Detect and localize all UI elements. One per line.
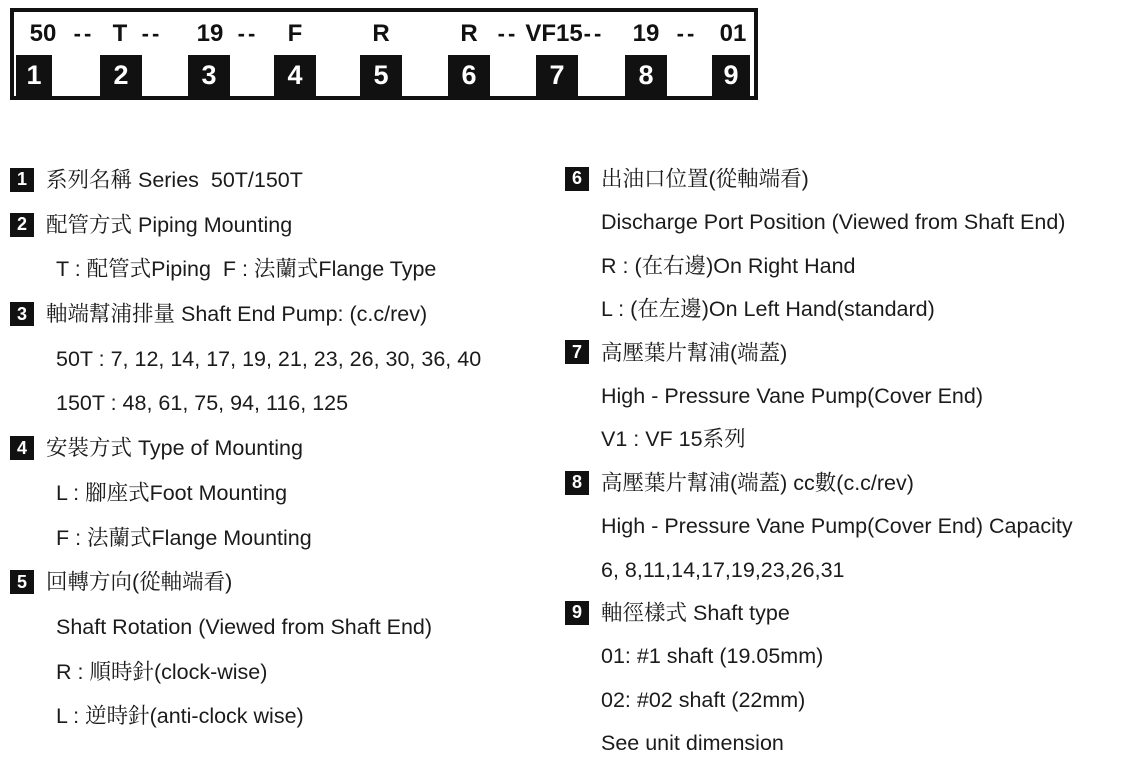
item-option: High - Pressure Vane Pump(Cover End) [601, 383, 983, 408]
code-value-4: F [287, 19, 303, 47]
item-title: 軸端幫浦排量 Shaft End Pump: (c.c/rev) [46, 302, 428, 327]
item-number-badge: 8 [565, 471, 589, 495]
legend-item-3 [10, 292, 558, 426]
item-title: 高壓葉片幫浦(端蓋) [601, 340, 788, 365]
legend-item-7 [565, 332, 1148, 462]
item-title: 配管方式 Piping Mounting [46, 212, 293, 237]
item-number-badge: 2 [10, 213, 34, 237]
code-separator: -- [73, 20, 95, 46]
code-separator: -- [583, 20, 605, 46]
model-code-bar [10, 8, 758, 100]
item-option: 50T : 7, 12, 14, 17, 19, 21, 23, 26, 30, 36, 40 [56, 346, 482, 371]
code-position-4: 4 [274, 55, 316, 96]
item-option: L : 腳座式Foot Mounting [56, 480, 288, 505]
legend-item-2 [10, 203, 558, 292]
code-value-row [14, 12, 754, 55]
item-number-badge: 1 [10, 168, 34, 192]
item-option: 150T : 48, 61, 75, 94, 116, 125 [56, 391, 349, 416]
item-title: 回轉方向(從軸端看) [46, 570, 233, 595]
code-value-2: T [112, 19, 128, 47]
item-title: 出油口位置(從軸端看) [601, 167, 809, 191]
legend-right-column [565, 158, 1148, 765]
code-position-8: 8 [625, 55, 667, 96]
code-position-6: 6 [448, 55, 490, 96]
legend-item-4 [10, 426, 558, 560]
item-title: 系列名稱 Series 50T/150T [46, 168, 303, 192]
legend-item-8 [565, 462, 1148, 592]
item-option: V1 : VF 15系列 [601, 427, 746, 452]
code-value-6: R [460, 19, 478, 47]
item-number-badge: 9 [565, 601, 589, 625]
item-option: Discharge Port Position (Viewed from Shaft End) [601, 210, 1066, 235]
code-value-7: VF15 [525, 19, 583, 47]
code-separator: -- [237, 20, 259, 46]
code-value-3: 19 [196, 19, 224, 47]
code-value-8: 19 [632, 19, 660, 47]
code-position-2: 2 [100, 55, 142, 96]
code-position-5: 5 [360, 55, 402, 96]
code-position-3: 3 [188, 55, 230, 96]
item-option: L : (在左邊)On Left Hand(standard) [601, 297, 935, 322]
item-option: 6, 8,11,14,17,19,23,26,31 [601, 557, 845, 582]
legend-left-column [10, 158, 558, 739]
code-position-9: 9 [712, 55, 750, 96]
item-number-badge: 3 [10, 302, 34, 326]
item-option: See unit dimension [601, 731, 784, 756]
item-option: Shaft Rotation (Viewed from Shaft End) [56, 614, 433, 639]
item-title: 高壓葉片幫浦(端蓋) cc數(c.c/rev) [601, 470, 914, 495]
item-title: 安裝方式 Type of Mounting [46, 436, 303, 461]
item-option: R : 順時針(clock-wise) [56, 659, 268, 684]
item-number-badge: 7 [565, 340, 589, 364]
item-option: F : 法蘭式Flange Mounting [56, 525, 312, 550]
item-number-badge: 4 [10, 436, 34, 460]
code-position-1: 1 [16, 55, 52, 96]
item-option: R : (在右邊)On Right Hand [601, 253, 856, 278]
item-option: L : 逆時針(anti-clock wise) [56, 704, 304, 729]
legend-item-5 [10, 560, 558, 739]
item-number-badge: 6 [565, 167, 589, 191]
code-separator: -- [676, 20, 698, 46]
item-number-badge: 5 [10, 570, 34, 594]
code-value-9: 01 [719, 19, 747, 47]
legend-item-6 [565, 158, 1148, 332]
item-option: T : 配管式Piping F : 法蘭式Flange Type [56, 257, 437, 282]
item-option: High - Pressure Vane Pump(Cover End) Capacity [601, 514, 1073, 539]
legend-item-1 [10, 158, 558, 203]
code-separator: -- [141, 20, 163, 46]
code-separator: -- [497, 20, 519, 46]
code-value-5: R [372, 19, 390, 47]
code-number-strip [14, 55, 754, 96]
code-position-7: 7 [536, 55, 578, 96]
item-option: 02: #02 shaft (22mm) [601, 687, 806, 712]
item-title: 軸徑樣式 Shaft type [601, 600, 790, 625]
item-option: 01: #1 shaft (19.05mm) [601, 644, 824, 669]
legend-item-9 [565, 592, 1148, 766]
code-value-1: 50 [29, 19, 57, 47]
